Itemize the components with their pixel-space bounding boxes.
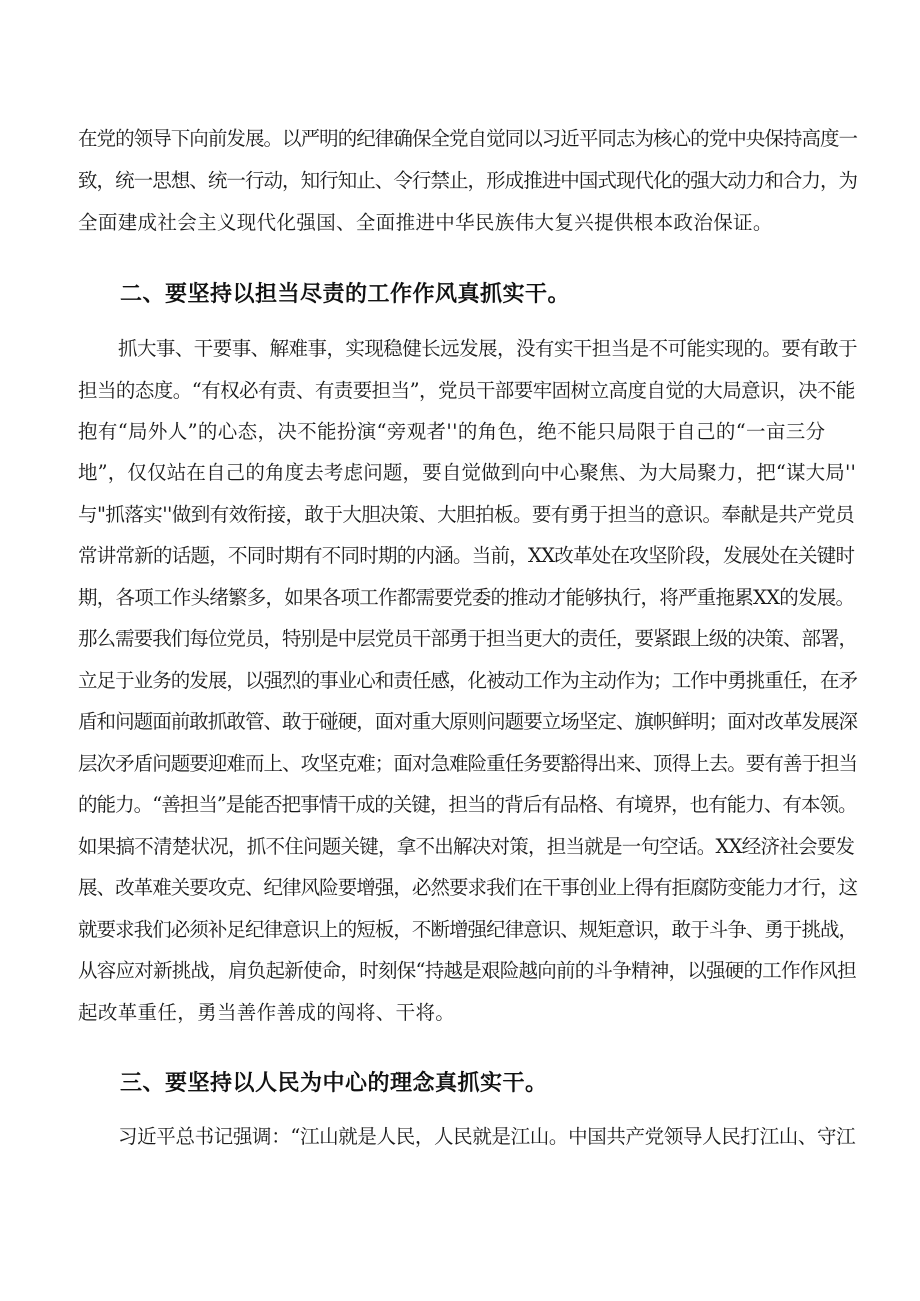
paragraph-line: 就要求我们必须补足纪律意识上的短板，不断增强纪律意识、规矩意识，敢于斗争、勇于挑战， xyxy=(78,918,858,941)
paragraph-line: 从容应对新挑战，肩负起新使命，时刻保“持越是艰险越向前的斗争精神，以强硬的工作作风担 xyxy=(78,959,856,982)
paragraph-line: 抱有“局外人”的心态，决不能扮演“旁观者''的角色，绝不能只局限于自己的“一亩三分 xyxy=(78,420,826,443)
section-heading-2: 二、要坚持以担当尽责的工作作风真抓实干。 xyxy=(120,282,571,307)
paragraph-line: 习近平总书记强调：“江山就是人民，人民就是江山。中国共产党领导人民打江山、守江 xyxy=(118,1125,856,1148)
paragraph-line: 与"抓落实''做到有效衔接，敢于大胆决策、大胆拍板。要有勇于担当的意识。奉献是共产党员 xyxy=(78,503,855,526)
paragraph-line: 抓大事、干要事、解难事，实现稳健长远发展，没有实干担当是不可能实现的。要有敢于 xyxy=(118,337,858,360)
paragraph-line: 如果搞不清楚状况，抓不住问题关键，拿不出解决对策，担当就是一句空话。XX经济社会要发 xyxy=(78,835,855,858)
paragraph-line: 盾和问题面前敢抓敢管、敢于碰硬，面对重大原则问题要立场坚定、旗帜鲜明；面对改革发展深 xyxy=(78,710,858,733)
paragraph-line: 全面建成社会主义现代化强国、全面推进中华民族伟大复兴提供根本政治保证。 xyxy=(78,211,773,234)
paragraph-line: 那么需要我们每位党员，特别是中层党员干部勇于担当更大的责任，要紧跟上级的决策、部署， xyxy=(78,627,858,650)
paragraph-line: 期，各项工作头绪繁多，如果各项工作都需要党委的推动才能够执行，将严重拖累XX的发展。 xyxy=(78,586,855,609)
paragraph-line: 在党的领导下向前发展。以严明的纪律确保全党自觉同以习近平同志为核心的党中央保持高度一 xyxy=(78,127,858,150)
paragraph-line: 常讲常新的话题，不同时期有不同时期的内涵。当前，XX改革处在攻坚阶段，发展处在关键时 xyxy=(78,544,855,567)
section-heading-3: 三、要坚持以人民为中心的理念真抓实干。 xyxy=(120,1071,548,1096)
paragraph-line: 的能力。“善担当”是能否把事情干成的关键，担当的背后有品格、有境界，也有能力、有本领。 xyxy=(78,793,857,816)
paragraph-line: 地”，仅仅站在自己的角度去考虑问题，要自觉做到向中心聚焦、为大局聚力，把“谋大局'' xyxy=(78,461,856,484)
paragraph-line: 致，统一思想、统一行动，知行知止、令行禁止，形成推进中国式现代化的强大动力和合力，为 xyxy=(78,169,858,192)
paragraph-line: 担当的态度。“有权必有责、有责要担当”，党员干部要牢固树立高度自觉的大局意识，决不能 xyxy=(78,379,855,402)
paragraph-line: 层次矛盾问题要迎难而上、攻坚克难；面对急难险重任务要豁得出来、顶得上去。要有善于担当 xyxy=(78,752,858,775)
paragraph-line: 展、改革难关要攻克、纪律风险要增强，必然要求我们在干事创业上得有拒腐防变能力才行，这 xyxy=(78,876,858,899)
paragraph-line: 立足于业务的发展，以强烈的事业心和责任感，化被动工作为主动作为；工作中勇挑重任，在矛 xyxy=(78,669,858,692)
paragraph-line: 起改革重任，勇当善作善成的闯将、干将。 xyxy=(78,1001,456,1024)
